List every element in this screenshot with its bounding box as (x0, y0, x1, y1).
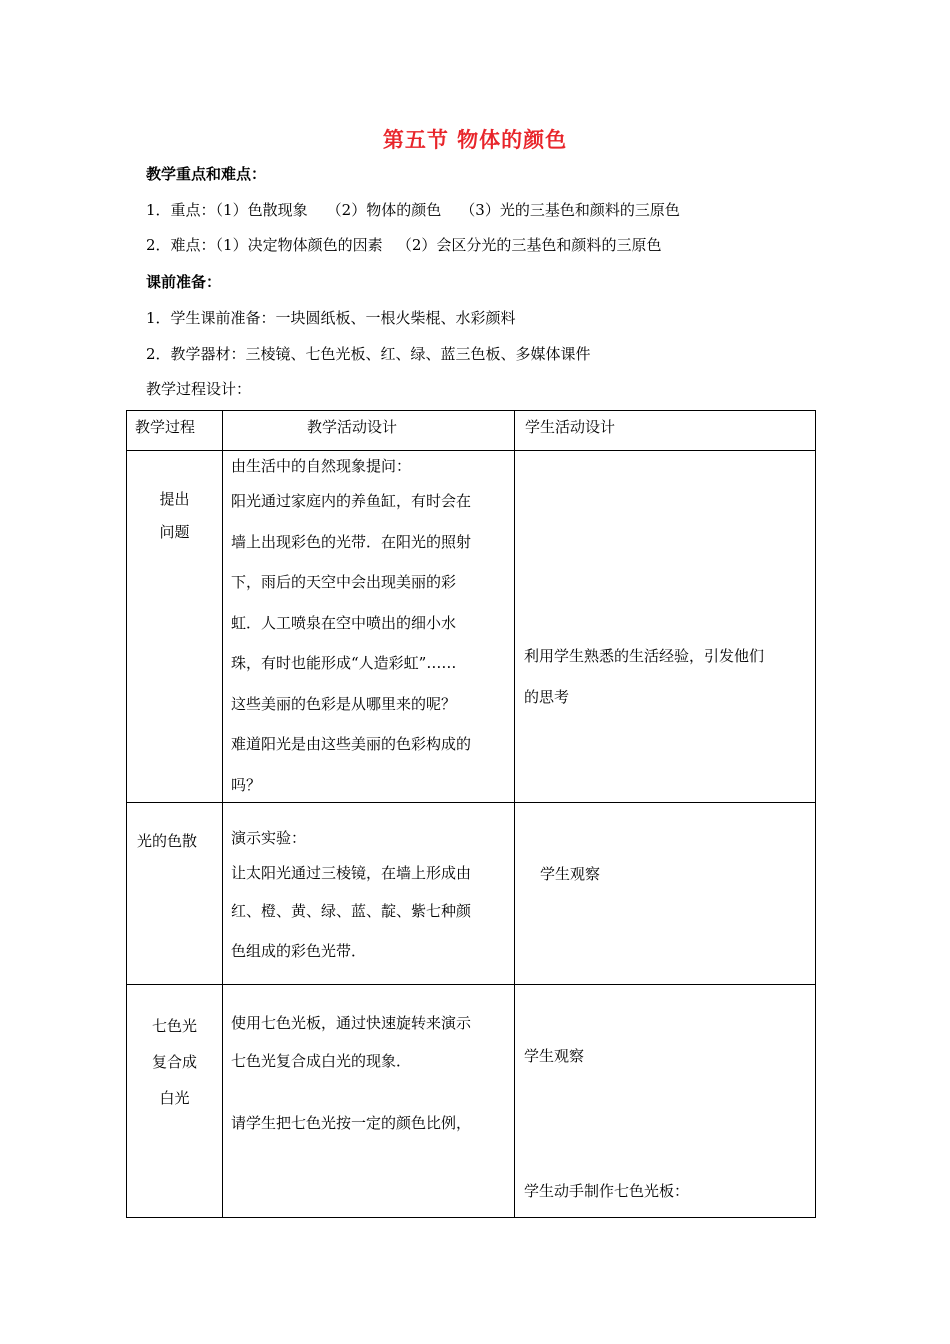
student-prep-line: 1．学生课前准备：一块圆纸板、一根火柴棍、水彩颜料 (146, 309, 516, 327)
table-divider (127, 984, 815, 985)
row1-stage: 提出 问题 (159, 490, 190, 541)
row3-student-observe: 学生观察 (524, 1047, 585, 1065)
lesson-process-table (126, 410, 816, 1218)
table-column-divider (222, 411, 223, 1217)
difficulties-line: 2．难点：（1）决定物体颜色的因素 （2）会区分光的三基色和颜料的三原色 (146, 236, 662, 254)
row3-student-make: 学生动手制作七色光板： (524, 1182, 690, 1200)
row2-student-activity: 学生观察 (540, 865, 601, 883)
prep-heading: 课前准备： (146, 273, 222, 291)
row3-stage: 七色光 复合成 白光 (151, 1017, 197, 1107)
key-points-line: 1．重点：（1）色散现象 （2）物体的颜色 （3）光的三基色和颜料的三原色 (146, 201, 680, 219)
process-heading: 教学过程设计： (146, 380, 252, 398)
equipment-line: 2．教学器材：三棱镜、七色光板、红、绿、蓝三色板、多媒体课件 (146, 345, 591, 363)
header-teacher-activity: 教学活动设计 (307, 418, 398, 436)
row1-teacher-activity: 由生活中的自然现象提问： 阳光通过家庭内的养鱼缸，有时会在 墙上出现彩色的光带．在阳光的照射 下，雨后的天空中会出现美丽的彩 虹．人工喷泉在空中喷出的细小水 珠，有时也能形成“人造彩虹”…… 这些美丽的色彩是从哪里来的呢？ 难道阳光是由这些美丽的色彩构成的 吗？ (231, 457, 472, 794)
row3-teacher-activity: 使用七色光板，通过快速旋转来演示 七色光复合成白光的现象． 请学生把七色光按一定的颜色比例， (231, 1014, 472, 1132)
row1-student-activity: 利用学生熟悉的生活经验，引发他们 的思考 (524, 647, 765, 706)
row2-teacher-activity: 演示实验： 让太阳光通过三棱镜，在墙上形成由 红、橙、黄、绿、蓝、靛、紫七种颜 色组成的彩色光带． (231, 829, 472, 960)
header-student-activity: 学生活动设计 (525, 418, 616, 436)
header-stage: 教学过程 (135, 418, 196, 436)
document-title: 第五节 物体的颜色 (382, 128, 568, 152)
row2-stage: 光的色散 (137, 832, 198, 850)
key-points-heading: 教学重点和难点： (146, 165, 267, 183)
